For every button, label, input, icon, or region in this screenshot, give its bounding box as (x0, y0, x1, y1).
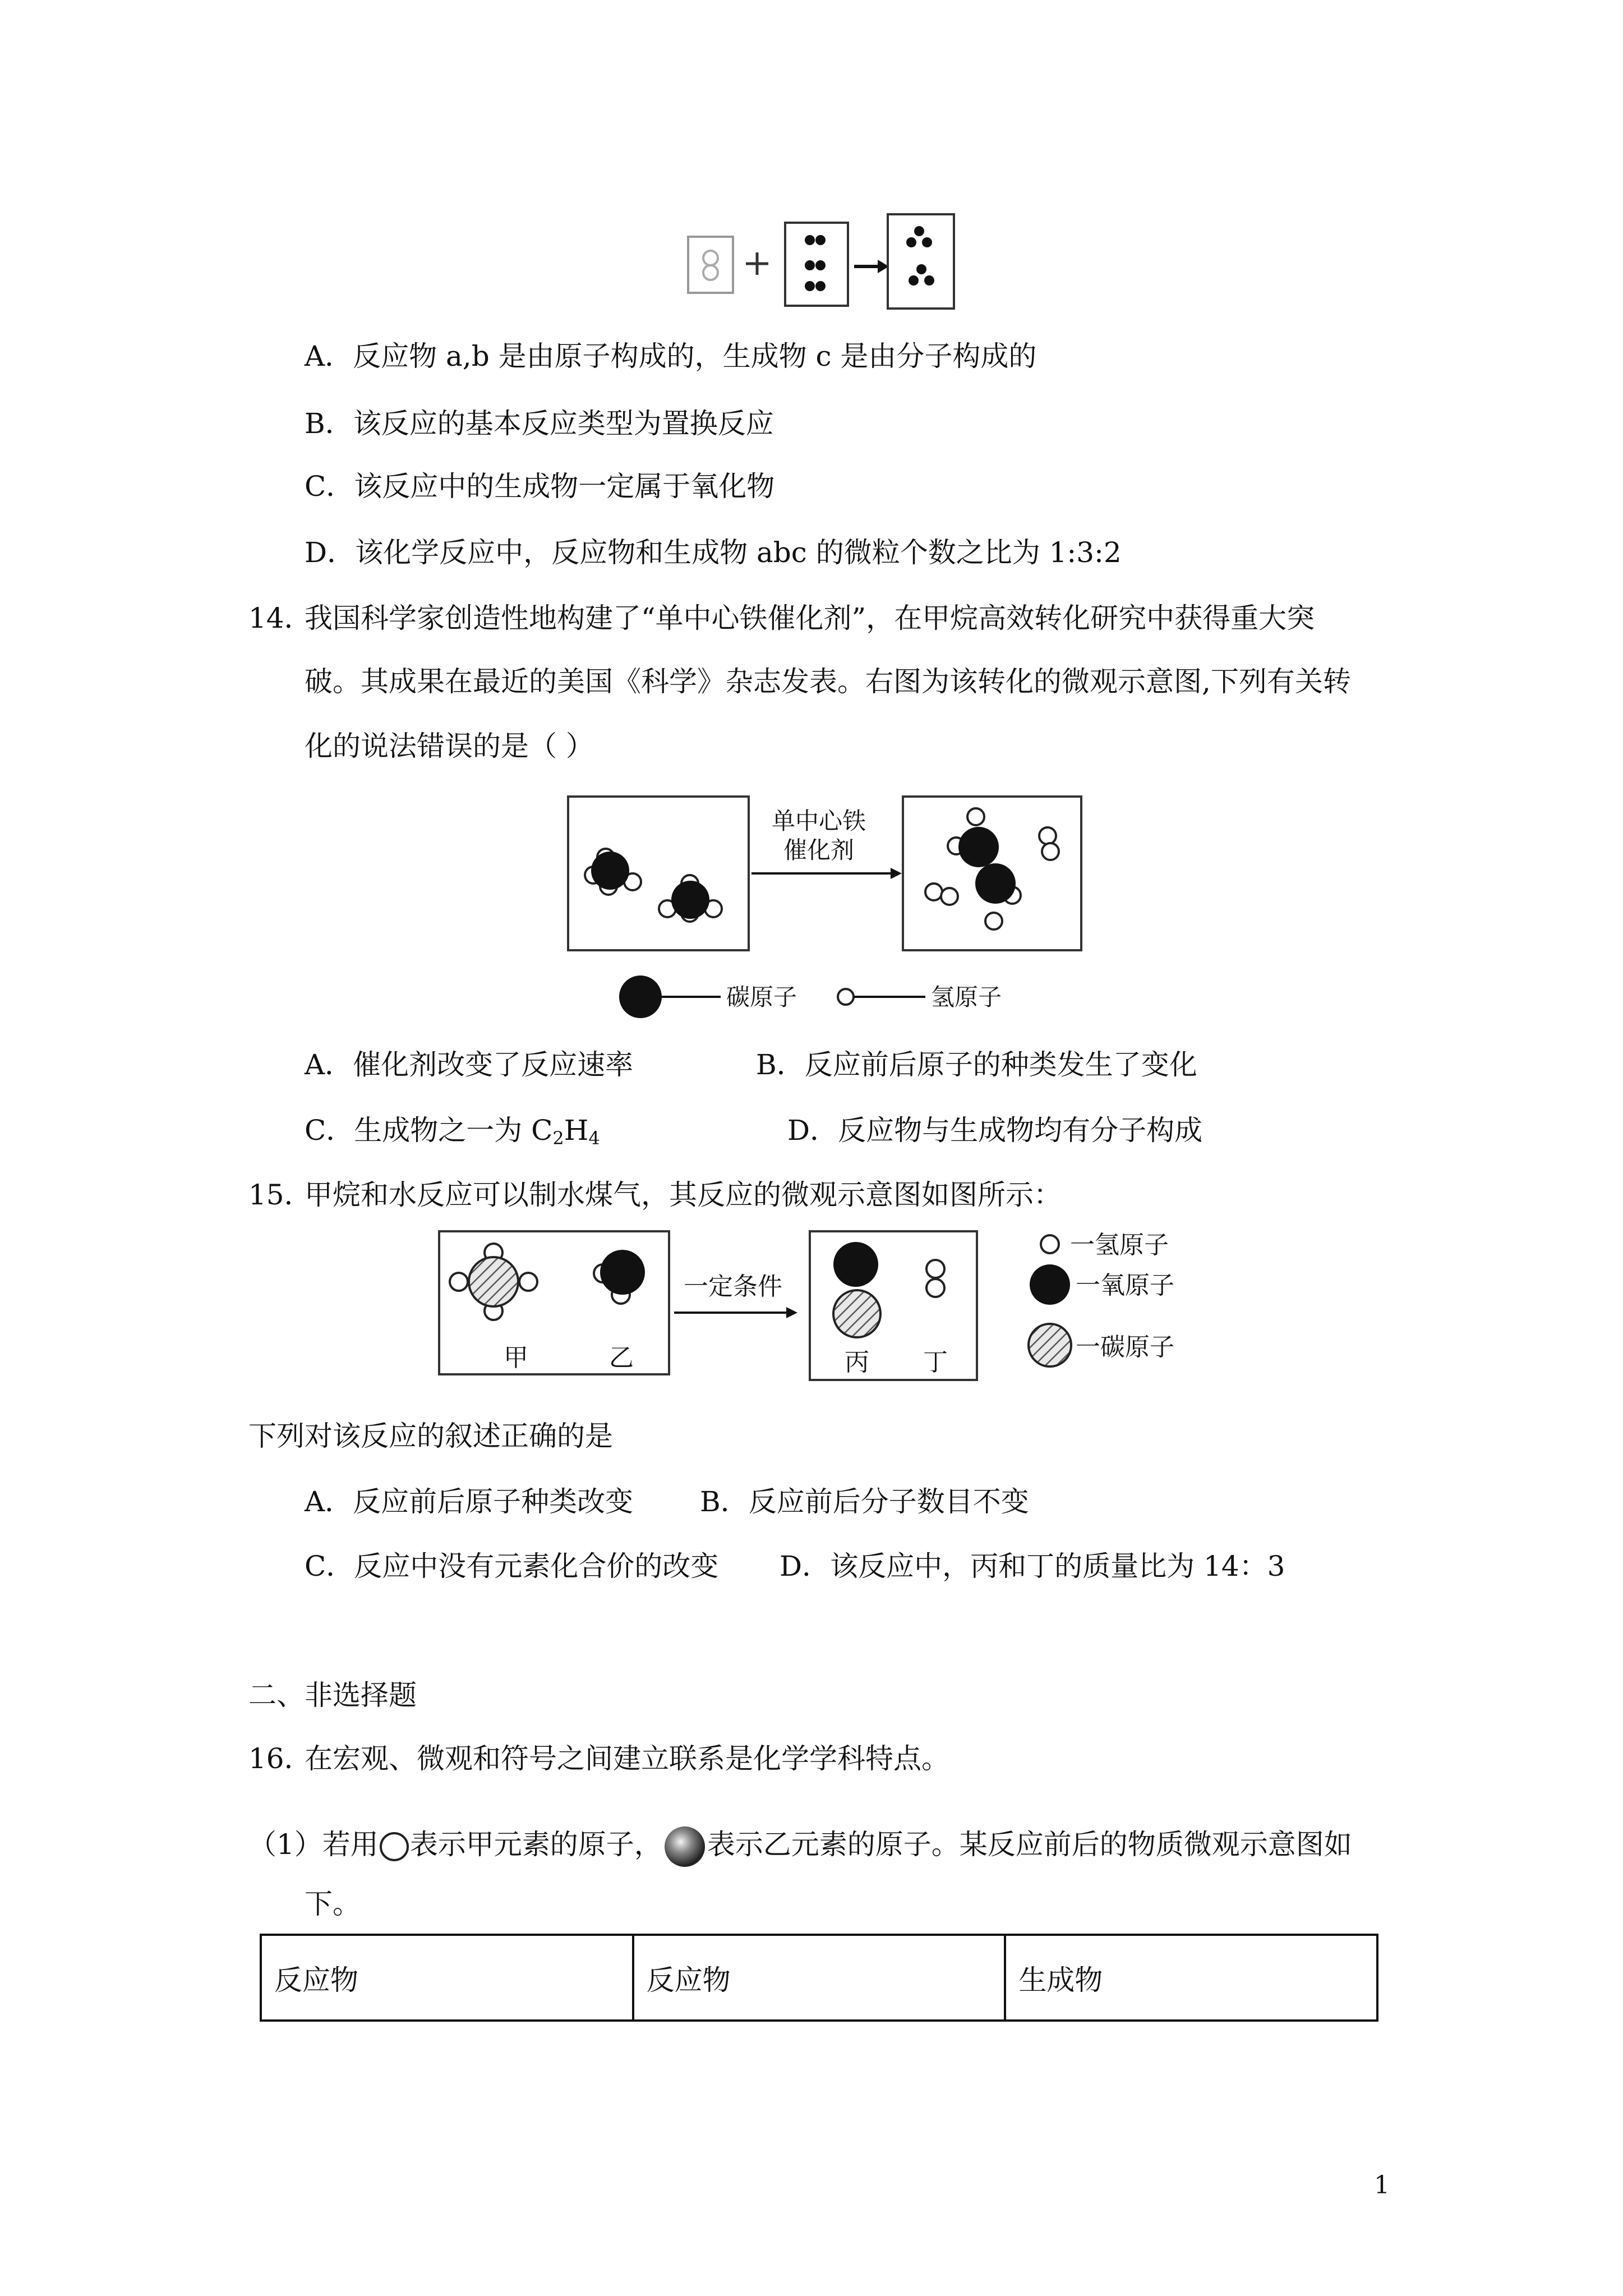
q16-part1-end: 表示乙元素的原子。某反应前后的物质微观示意图如 (707, 1828, 1352, 1861)
q15-reaction-diagram (437, 1228, 1223, 1397)
q14-stem-line1: 我国科学家创造性地构建了“单中心铁催化剂”，在甲烷高效转化研究中获得重大突 (305, 602, 1315, 634)
q15-legend-hydrogen (1041, 1231, 1169, 1259)
q14-legend-hydrogen-label: 氢原子 (931, 983, 1002, 1011)
q14-reaction-arrow (751, 868, 902, 879)
q16-part1-mid: 表示甲元素的原子， (409, 1828, 662, 1861)
q13-reaction-diagram (687, 213, 956, 311)
q15-stem: 甲烷和水反应可以制水煤气，其反应的微观示意图如图所示： (305, 1179, 1062, 1211)
q15-option-a: A．反应前后原子种类改变 (305, 1485, 634, 1518)
q13-option-d: D．该化学反应中，反应物和生成物 abc 的微粒个数之比为 1:3:2 (305, 536, 1122, 569)
q15-option-d: D．该反应中，丙和丁的质量比为 14：3 (780, 1550, 1285, 1582)
q15-legend-carbon-label: 一碳原子 (1076, 1333, 1174, 1361)
q14-stem-line3: 化的说法错误的是（ ） (305, 730, 594, 762)
q16-stem: 在宏观、微观和符号之间建立联系是化学学科特点。 (305, 1742, 949, 1775)
q14-option-b: B．反应前后原子的种类发生了变化 (756, 1048, 1197, 1081)
q15-option-b: B．反应前后分子数目不变 (700, 1485, 1029, 1518)
table-header-product: 生成物 (1005, 1935, 1377, 2021)
element-a-atom-icon (379, 1831, 410, 1862)
q13-molecules-b (805, 235, 826, 291)
q15-reaction-arrow (674, 1307, 797, 1318)
q13-option-c: C．该反应中的生成物一定属于氧化物 (305, 470, 775, 503)
q15-label-jia: 甲 (504, 1343, 528, 1372)
q15-label-ding: 丁 (923, 1348, 948, 1377)
q14-arrow-label-1: 单中心铁 (771, 807, 866, 835)
q16-part1 (248, 1822, 1352, 1869)
plus-sign (746, 252, 768, 275)
q16-reaction-table (260, 1934, 1378, 2022)
page-number: 1 (1374, 2171, 1390, 2200)
q15-option-c: C．反应中没有元素化合价的改变 (305, 1550, 719, 1582)
q14-arrow-label-2: 催化剂 (783, 836, 855, 864)
q13-molecules-c (906, 226, 934, 286)
table-header-reactant-2: 反应物 (633, 1935, 1006, 2021)
q15-arrow-label: 一定条件 (684, 1272, 782, 1301)
q13-option-a: A．反应物 a,b 是由原子构成的，生成物 c 是由分子构成的 (305, 340, 1037, 372)
q14-option-a: A．催化剂改变了反应速率 (305, 1048, 634, 1081)
element-b-atom-icon (662, 1824, 707, 1869)
table-header-reactant-1: 反应物 (261, 1935, 633, 2021)
q15-legend-carbon (1029, 1324, 1174, 1366)
q13-option-b: B．该反应的基本反应类型为置换反应 (305, 407, 774, 440)
q16-part1-line2: 下。 (305, 1888, 361, 1920)
q15-number: 15． (248, 1179, 312, 1211)
q15-legend-oxygen-label: 一氧原子 (1076, 1271, 1174, 1300)
q14-option-c: C．生成物之一为 $C_2H_4$ (305, 1114, 600, 1149)
q15-label-bing: 丙 (845, 1348, 869, 1377)
q15-lead: 下列对该反应的叙述正确的是 (248, 1420, 613, 1452)
q14-number: 14． (248, 602, 312, 634)
q14-legend-carbon-label: 碳原子 (726, 983, 797, 1011)
section-title: 二、非选择题 (248, 1679, 417, 1711)
q16-part1-intro: （1）若用 (248, 1828, 379, 1861)
q14-legend-hydrogen (838, 983, 1002, 1011)
q16-number: 16． (248, 1742, 312, 1775)
q13-molecule-a (703, 251, 718, 280)
q14-option-d: D．反应物与生成物均有分子构成 (787, 1114, 1203, 1147)
q15-legend-oxygen (1030, 1264, 1174, 1305)
q14-stem-line2: 破。其成果在最近的美国《科学》杂志发表。右图为该转化的微观示意图,下列有关转 (305, 665, 1351, 698)
reaction-arrow (854, 260, 889, 273)
q14-legend-carbon (619, 976, 797, 1018)
q14-methane-conversion-diagram (566, 791, 1082, 1021)
q15-legend-hydrogen-label: 一氢原子 (1070, 1231, 1169, 1259)
q15-label-yi: 乙 (609, 1343, 634, 1372)
